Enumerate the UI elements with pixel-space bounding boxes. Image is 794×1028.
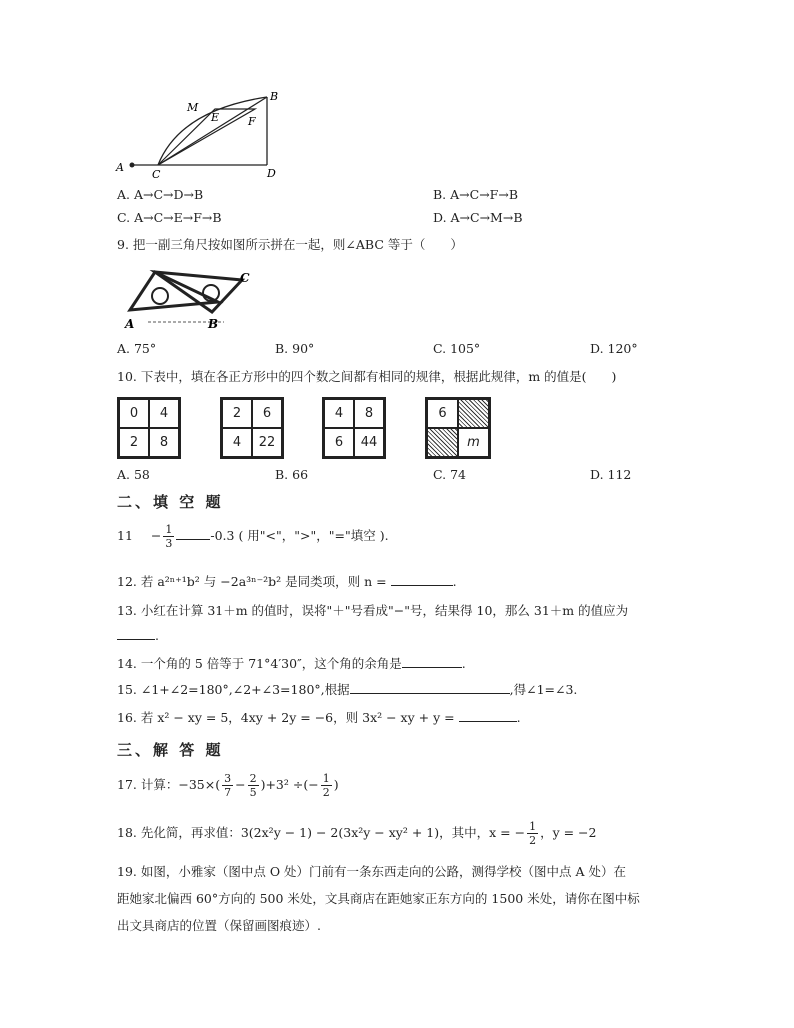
- answer-blank[interactable]: [402, 667, 462, 668]
- label-a: A: [116, 161, 124, 174]
- fraction: $\frac{1}{3}$: [165, 523, 173, 550]
- number-square-2: [220, 397, 284, 459]
- q10-option-d: D. 112: [590, 467, 632, 482]
- q15: 15. ∠1+∠2=180°,∠2+∠3=180°,根据 ,得∠1=∠3.: [117, 682, 578, 697]
- answer-blank[interactable]: [176, 539, 210, 540]
- q14: 14. 一个角的 5 倍等于 71°4′30″，这个角的余角是 .: [117, 656, 466, 671]
- q16: 16. 若 x² − xy = 5，4xy + 2y = −6，则 3x² − xy + y = .: [117, 710, 521, 725]
- label-a: A: [125, 317, 135, 331]
- q9-option-c: C. 105°: [433, 341, 481, 356]
- fraction: $\frac{3}{7}$: [224, 772, 232, 799]
- q9-text: 9. 把一副三角尺按如图所示拼在一起，则∠ABC 等于（ ）: [117, 237, 463, 252]
- square-cell: 4: [149, 399, 179, 428]
- square-cell: 44: [354, 428, 384, 457]
- fraction: $\frac{2}{5}$: [249, 772, 257, 799]
- q10-option-b: B. 66: [275, 467, 309, 482]
- fraction: $\frac{1}{2}$: [529, 820, 537, 847]
- q9-option-b: B. 90°: [275, 341, 315, 356]
- q11-rest: -0.3 ( 用"<"，">"，"="填空 ).: [210, 528, 389, 543]
- q8-option-a: A. A→C→D→B: [117, 187, 204, 202]
- square-cell: 4: [324, 399, 354, 428]
- q10-option-a: A. 58: [117, 467, 150, 482]
- square-cell: 6: [324, 428, 354, 457]
- label-b: B: [208, 317, 219, 331]
- q17: 17. 计算：−35×( $\frac{3}{7}$ − $\frac{2}{5}$ )+3² ÷(− $\frac{1}{2}$ ): [117, 772, 339, 799]
- shaded-cell: [427, 428, 458, 457]
- label-c: C: [240, 271, 250, 285]
- q15-text: 15. ∠1+∠2=180°,∠2+∠3=180°,根据: [117, 682, 350, 697]
- q19-line-1: 19. 如图，小雅家（图中点 O 处）门前有一条东西走向的公路，测得学校（图中点 A 处）在: [117, 864, 627, 879]
- route-figure: [110, 85, 300, 180]
- triangles-figure: [120, 262, 260, 334]
- square-cell: 6: [427, 399, 458, 428]
- square-cell: 8: [354, 399, 384, 428]
- fraction: $\frac{1}{2}$: [322, 772, 330, 799]
- q11-number: 11: [117, 528, 133, 543]
- square-cell-m: m: [458, 428, 489, 457]
- label-m: M: [187, 101, 199, 114]
- q9-option-a: A. 75°: [117, 341, 157, 356]
- q12-text: 12. 若 a²ⁿ⁺¹b² 与 −2a³ⁿ⁻²b² 是同类项，则 n =: [117, 574, 391, 589]
- q19-line-2: 距她家北偏西 60°方向的 500 米处，文具商店在距她家正东方向的 1500 米处，请你在图中标: [117, 891, 640, 906]
- q13-answer: .: [117, 628, 159, 643]
- q8-option-b: B. A→C→F→B: [433, 187, 519, 202]
- section-fill-in: 二、填 空 题: [117, 493, 224, 511]
- label-e: E: [211, 111, 220, 124]
- q10-text: 10. 下表中，填在各正方形中的四个数之间都有相同的规律，根据此规律，m 的值是( ): [117, 369, 617, 384]
- q16-text: 16. 若 x² − xy = 5，4xy + 2y = −6，则 3x² − xy + y =: [117, 710, 459, 725]
- square-cell: 2: [222, 399, 252, 428]
- q8-option-c: C. A→C→E→F→B: [117, 210, 222, 225]
- label-b: B: [270, 90, 279, 103]
- answer-blank[interactable]: [459, 721, 517, 722]
- square-cell: 6: [252, 399, 282, 428]
- square-cell: 4: [222, 428, 252, 457]
- q10-option-c: C. 74: [433, 467, 466, 482]
- label-c: C: [152, 168, 161, 180]
- q8-option-d: D. A→C→M→B: [433, 210, 523, 225]
- shaded-cell: [458, 399, 489, 428]
- q11: 11 − $\frac{1}{3}$ -0.3 ( 用"<"，">"，"="填空 ).: [117, 523, 389, 550]
- square-cell: 0: [119, 399, 149, 428]
- label-d: D: [267, 167, 276, 180]
- answer-blank[interactable]: [350, 693, 510, 694]
- q18: 18. 先化简，再求值：3(2x²y − 1) − 2(3x²y − xy² + 1)，其中，x = − $\frac{1}{2}$ ，y = −2: [117, 820, 597, 847]
- answer-blank[interactable]: [117, 639, 155, 640]
- square-cell: 2: [119, 428, 149, 457]
- number-square-3: [322, 397, 386, 459]
- square-cell: 22: [252, 428, 282, 457]
- answer-blank[interactable]: [391, 585, 453, 586]
- number-square-1: [117, 397, 181, 459]
- q9-option-d: D. 120°: [590, 341, 638, 356]
- label-f: F: [248, 115, 256, 128]
- square-cell: 8: [149, 428, 179, 457]
- q13-text: 13. 小红在计算 31＋m 的值时，误将"＋"号看成"−"号，结果得 10，那么 31＋m 的值应为: [117, 603, 629, 618]
- q12: 12. 若 a²ⁿ⁺¹b² 与 −2a³ⁿ⁻²b² 是同类项，则 n = .: [117, 574, 457, 589]
- q19-line-3: 出文具商店的位置（保留画图痕迹）.: [117, 918, 321, 933]
- section-answer: 三、解 答 题: [117, 741, 224, 759]
- q14-text: 14. 一个角的 5 倍等于 71°4′30″，这个角的余角是: [117, 656, 402, 671]
- number-square-4: [425, 397, 491, 459]
